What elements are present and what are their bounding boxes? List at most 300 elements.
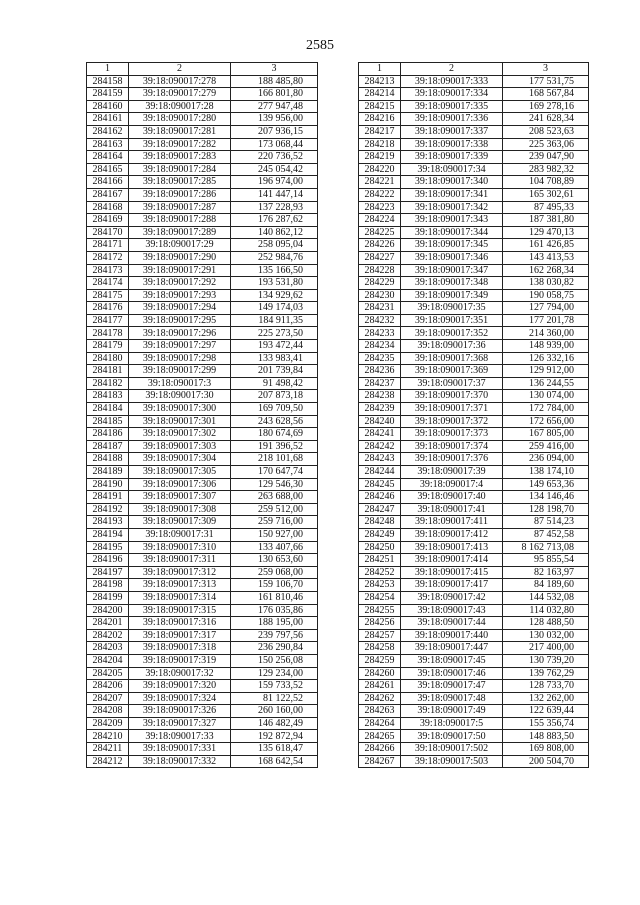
cadastral-number-cell: 39:18:090017:285 bbox=[129, 176, 231, 189]
value-cell: 236 094,00 bbox=[503, 453, 589, 466]
cadastral-number-cell: 39:18:090017:43 bbox=[401, 604, 503, 617]
header-col-2: 2 bbox=[129, 63, 231, 76]
row-number-cell: 284255 bbox=[359, 604, 401, 617]
value-cell: 243 628,56 bbox=[231, 415, 318, 428]
row-number-cell: 284264 bbox=[359, 717, 401, 730]
value-cell: 258 095,04 bbox=[231, 239, 318, 252]
cadastral-number-cell: 39:18:090017:319 bbox=[129, 654, 231, 667]
table-row bbox=[87, 554, 318, 567]
value-cell: 166 801,80 bbox=[231, 88, 318, 101]
table-row bbox=[87, 415, 318, 428]
row-number-cell: 284213 bbox=[359, 75, 401, 88]
cadastral-number-cell: 39:18:090017:337 bbox=[401, 125, 503, 138]
table-row bbox=[359, 629, 589, 642]
cadastral-number-cell: 39:18:090017:295 bbox=[129, 314, 231, 327]
row-number-cell: 284249 bbox=[359, 528, 401, 541]
table-row bbox=[359, 717, 589, 730]
value-cell: 218 101,68 bbox=[231, 453, 318, 466]
row-number-cell: 284230 bbox=[359, 289, 401, 302]
row-number-cell: 284248 bbox=[359, 516, 401, 529]
cadastral-number-cell: 39:18:090017:370 bbox=[401, 390, 503, 403]
value-cell: 146 482,49 bbox=[231, 717, 318, 730]
value-cell: 180 674,69 bbox=[231, 428, 318, 441]
value-cell: 173 068,44 bbox=[231, 138, 318, 151]
row-number-cell: 284229 bbox=[359, 277, 401, 290]
cadastral-number-cell: 39:18:090017:278 bbox=[129, 75, 231, 88]
cadastral-number-cell: 39:18:090017:413 bbox=[401, 541, 503, 554]
table-row bbox=[359, 188, 589, 201]
row-number-cell: 284228 bbox=[359, 264, 401, 277]
row-number-cell: 284163 bbox=[87, 138, 129, 151]
value-cell: 167 805,00 bbox=[503, 428, 589, 441]
value-cell: 128 733,70 bbox=[503, 680, 589, 693]
cadastral-number-cell: 39:18:090017:374 bbox=[401, 440, 503, 453]
row-number-cell: 284178 bbox=[87, 327, 129, 340]
row-number-cell: 284166 bbox=[87, 176, 129, 189]
table-row bbox=[87, 654, 318, 667]
value-cell: 87 514,23 bbox=[503, 516, 589, 529]
cadastral-number-cell: 39:18:090017:332 bbox=[129, 755, 231, 768]
value-cell: 84 189,60 bbox=[503, 579, 589, 592]
header-row bbox=[87, 63, 318, 76]
value-cell: 114 032,80 bbox=[503, 604, 589, 617]
value-cell: 190 058,75 bbox=[503, 289, 589, 302]
row-number-cell: 284246 bbox=[359, 491, 401, 504]
row-number-cell: 284189 bbox=[87, 466, 129, 479]
cadastral-number-cell: 39:18:090017:45 bbox=[401, 654, 503, 667]
row-number-cell: 284206 bbox=[87, 680, 129, 693]
cadastral-number-cell: 39:18:090017:47 bbox=[401, 680, 503, 693]
table-row bbox=[359, 226, 589, 239]
cadastral-number-cell: 39:18:090017:351 bbox=[401, 314, 503, 327]
cadastral-number-cell: 39:18:090017:368 bbox=[401, 352, 503, 365]
table-row bbox=[359, 365, 589, 378]
table-row bbox=[87, 251, 318, 264]
cadastral-number-cell: 39:18:090017:417 bbox=[401, 579, 503, 592]
value-cell: 81 122,52 bbox=[231, 692, 318, 705]
row-number-cell: 284241 bbox=[359, 428, 401, 441]
header-col-1: 1 bbox=[359, 63, 401, 76]
cadastral-number-cell: 39:18:090017:343 bbox=[401, 214, 503, 227]
row-number-cell: 284184 bbox=[87, 403, 129, 416]
row-number-cell: 284194 bbox=[87, 528, 129, 541]
row-number-cell: 284253 bbox=[359, 579, 401, 592]
table-row bbox=[87, 566, 318, 579]
value-cell: 137 228,93 bbox=[231, 201, 318, 214]
table-row bbox=[87, 314, 318, 327]
table-row bbox=[87, 466, 318, 479]
row-number-cell: 284197 bbox=[87, 566, 129, 579]
table-row bbox=[87, 541, 318, 554]
row-number-cell: 284262 bbox=[359, 692, 401, 705]
table-row bbox=[87, 629, 318, 642]
value-cell: 159 106,70 bbox=[231, 579, 318, 592]
value-cell: 170 647,74 bbox=[231, 466, 318, 479]
row-number-cell: 284227 bbox=[359, 251, 401, 264]
value-cell: 225 273,50 bbox=[231, 327, 318, 340]
value-cell: 200 504,70 bbox=[503, 755, 589, 768]
row-number-cell: 284265 bbox=[359, 730, 401, 743]
value-cell: 104 708,89 bbox=[503, 176, 589, 189]
table-row bbox=[87, 226, 318, 239]
cadastral-number-cell: 39:18:090017:300 bbox=[129, 403, 231, 416]
row-number-cell: 284191 bbox=[87, 491, 129, 504]
table-row bbox=[359, 755, 589, 768]
row-number-cell: 284222 bbox=[359, 188, 401, 201]
row-number-cell: 284252 bbox=[359, 566, 401, 579]
row-number-cell: 284225 bbox=[359, 226, 401, 239]
table-row bbox=[359, 667, 589, 680]
row-number-cell: 284165 bbox=[87, 163, 129, 176]
value-cell: 192 872,94 bbox=[231, 730, 318, 743]
table-row bbox=[359, 390, 589, 403]
cadastral-number-cell: 39:18:090017:316 bbox=[129, 617, 231, 630]
table-row bbox=[359, 516, 589, 529]
value-cell: 134 929,62 bbox=[231, 289, 318, 302]
value-cell: 139 762,29 bbox=[503, 667, 589, 680]
row-number-cell: 284223 bbox=[359, 201, 401, 214]
row-number-cell: 284196 bbox=[87, 554, 129, 567]
row-number-cell: 284220 bbox=[359, 163, 401, 176]
table-row bbox=[87, 730, 318, 743]
row-number-cell: 284233 bbox=[359, 327, 401, 340]
table-row bbox=[359, 503, 589, 516]
row-number-cell: 284224 bbox=[359, 214, 401, 227]
value-cell: 130 739,20 bbox=[503, 654, 589, 667]
row-number-cell: 284182 bbox=[87, 377, 129, 390]
table-row bbox=[359, 75, 589, 88]
row-number-cell: 284258 bbox=[359, 642, 401, 655]
row-number-cell: 284161 bbox=[87, 113, 129, 126]
cadastral-number-cell: 39:18:090017:36 bbox=[401, 340, 503, 353]
value-cell: 149 174,03 bbox=[231, 302, 318, 315]
row-number-cell: 284254 bbox=[359, 591, 401, 604]
cadastral-number-cell: 39:18:090017:34 bbox=[401, 163, 503, 176]
table-row bbox=[359, 125, 589, 138]
row-number-cell: 284195 bbox=[87, 541, 129, 554]
cadastral-number-cell: 39:18:090017:283 bbox=[129, 151, 231, 164]
value-cell: 176 035,86 bbox=[231, 604, 318, 617]
row-number-cell: 284235 bbox=[359, 352, 401, 365]
value-cell: 161 810,46 bbox=[231, 591, 318, 604]
table-row bbox=[87, 327, 318, 340]
value-cell: 176 287,62 bbox=[231, 214, 318, 227]
table-row bbox=[359, 654, 589, 667]
value-cell: 82 163,97 bbox=[503, 566, 589, 579]
value-cell: 130 032,00 bbox=[503, 629, 589, 642]
table-row bbox=[87, 239, 318, 252]
table-row bbox=[87, 289, 318, 302]
cadastral-number-cell: 39:18:090017:333 bbox=[401, 75, 503, 88]
table-row bbox=[87, 403, 318, 416]
value-cell: 136 244,55 bbox=[503, 377, 589, 390]
value-cell: 201 739,84 bbox=[231, 365, 318, 378]
cadastral-number-cell: 39:18:090017:352 bbox=[401, 327, 503, 340]
table-row bbox=[359, 591, 589, 604]
value-cell: 259 716,00 bbox=[231, 516, 318, 529]
row-number-cell: 284193 bbox=[87, 516, 129, 529]
table-row bbox=[87, 100, 318, 113]
left-table bbox=[86, 62, 318, 768]
cadastral-number-cell: 39:18:090017:279 bbox=[129, 88, 231, 101]
value-cell: 150 927,00 bbox=[231, 528, 318, 541]
value-cell: 168 642,54 bbox=[231, 755, 318, 768]
table-row bbox=[359, 491, 589, 504]
row-number-cell: 284219 bbox=[359, 151, 401, 164]
table-row bbox=[359, 314, 589, 327]
table-row bbox=[87, 705, 318, 718]
cadastral-number-cell: 39:18:090017:327 bbox=[129, 717, 231, 730]
value-cell: 132 262,00 bbox=[503, 692, 589, 705]
row-number-cell: 284185 bbox=[87, 415, 129, 428]
value-cell: 144 532,08 bbox=[503, 591, 589, 604]
row-number-cell: 284266 bbox=[359, 743, 401, 756]
row-number-cell: 284211 bbox=[87, 743, 129, 756]
value-cell: 277 947,48 bbox=[231, 100, 318, 113]
cadastral-number-cell: 39:18:090017:29 bbox=[129, 239, 231, 252]
left-table-body bbox=[87, 75, 318, 768]
cadastral-number-cell: 39:18:090017:44 bbox=[401, 617, 503, 630]
row-number-cell: 284202 bbox=[87, 629, 129, 642]
row-number-cell: 284190 bbox=[87, 478, 129, 491]
value-cell: 177 201,78 bbox=[503, 314, 589, 327]
row-number-cell: 284240 bbox=[359, 415, 401, 428]
cadastral-number-cell: 39:18:090017:46 bbox=[401, 667, 503, 680]
cadastral-number-cell: 39:18:090017:309 bbox=[129, 516, 231, 529]
value-cell: 129 470,13 bbox=[503, 226, 589, 239]
table-row bbox=[87, 528, 318, 541]
row-number-cell: 284209 bbox=[87, 717, 129, 730]
value-cell: 126 332,16 bbox=[503, 352, 589, 365]
cadastral-number-cell: 39:18:090017:331 bbox=[129, 743, 231, 756]
cadastral-number-cell: 39:18:090017:311 bbox=[129, 554, 231, 567]
table-row bbox=[359, 176, 589, 189]
value-cell: 165 302,61 bbox=[503, 188, 589, 201]
cadastral-number-cell: 39:18:090017:287 bbox=[129, 201, 231, 214]
header-row bbox=[359, 63, 589, 76]
value-cell: 162 268,34 bbox=[503, 264, 589, 277]
table-row bbox=[359, 377, 589, 390]
value-cell: 168 567,84 bbox=[503, 88, 589, 101]
value-cell: 128 198,70 bbox=[503, 503, 589, 516]
table-row bbox=[87, 352, 318, 365]
cadastral-number-cell: 39:18:090017:50 bbox=[401, 730, 503, 743]
value-cell: 177 531,75 bbox=[503, 75, 589, 88]
table-row bbox=[87, 188, 318, 201]
table-row bbox=[359, 528, 589, 541]
cadastral-number-cell: 39:18:090017:305 bbox=[129, 466, 231, 479]
value-cell: 225 363,06 bbox=[503, 138, 589, 151]
table-row bbox=[359, 302, 589, 315]
cadastral-number-cell: 39:18:090017:286 bbox=[129, 188, 231, 201]
table-row bbox=[87, 579, 318, 592]
cadastral-number-cell: 39:18:090017:369 bbox=[401, 365, 503, 378]
cadastral-number-cell: 39:18:090017:336 bbox=[401, 113, 503, 126]
row-number-cell: 284171 bbox=[87, 239, 129, 252]
header-col-3: 3 bbox=[503, 63, 589, 76]
row-number-cell: 284176 bbox=[87, 302, 129, 315]
value-cell: 91 498,42 bbox=[231, 377, 318, 390]
table-row bbox=[87, 440, 318, 453]
value-cell: 133 983,41 bbox=[231, 352, 318, 365]
row-number-cell: 284169 bbox=[87, 214, 129, 227]
value-cell: 129 546,30 bbox=[231, 478, 318, 491]
row-number-cell: 284174 bbox=[87, 277, 129, 290]
cadastral-number-cell: 39:18:090017:294 bbox=[129, 302, 231, 315]
row-number-cell: 284234 bbox=[359, 340, 401, 353]
table-row bbox=[87, 755, 318, 768]
table-row bbox=[359, 478, 589, 491]
table-row bbox=[87, 516, 318, 529]
cadastral-number-cell: 39:18:090017:296 bbox=[129, 327, 231, 340]
cadastral-number-cell: 39:18:090017:291 bbox=[129, 264, 231, 277]
table-row bbox=[359, 579, 589, 592]
row-number-cell: 284183 bbox=[87, 390, 129, 403]
cadastral-number-cell: 39:18:090017:288 bbox=[129, 214, 231, 227]
cadastral-number-cell: 39:18:090017:301 bbox=[129, 415, 231, 428]
row-number-cell: 284267 bbox=[359, 755, 401, 768]
value-cell: 148 883,50 bbox=[503, 730, 589, 743]
row-number-cell: 284204 bbox=[87, 654, 129, 667]
row-number-cell: 284210 bbox=[87, 730, 129, 743]
table-row bbox=[87, 264, 318, 277]
value-cell: 207 936,15 bbox=[231, 125, 318, 138]
table-row bbox=[359, 201, 589, 214]
row-number-cell: 284260 bbox=[359, 667, 401, 680]
value-cell: 191 396,52 bbox=[231, 440, 318, 453]
table-row bbox=[359, 100, 589, 113]
value-cell: 184 911,35 bbox=[231, 314, 318, 327]
table-row bbox=[359, 352, 589, 365]
table-row bbox=[87, 163, 318, 176]
value-cell: 129 912,00 bbox=[503, 365, 589, 378]
table-row bbox=[87, 277, 318, 290]
table-row bbox=[87, 75, 318, 88]
row-number-cell: 284238 bbox=[359, 390, 401, 403]
row-number-cell: 284221 bbox=[359, 176, 401, 189]
table-row bbox=[87, 717, 318, 730]
value-cell: 259 416,00 bbox=[503, 440, 589, 453]
cadastral-number-cell: 39:18:090017:346 bbox=[401, 251, 503, 264]
table-row bbox=[359, 541, 589, 554]
cadastral-number-cell: 39:18:090017:373 bbox=[401, 428, 503, 441]
row-number-cell: 284175 bbox=[87, 289, 129, 302]
cadastral-number-cell: 39:18:090017:41 bbox=[401, 503, 503, 516]
row-number-cell: 284212 bbox=[87, 755, 129, 768]
cadastral-number-cell: 39:18:090017:338 bbox=[401, 138, 503, 151]
header-col-3: 3 bbox=[231, 63, 318, 76]
value-cell: 169 709,50 bbox=[231, 403, 318, 416]
cadastral-number-cell: 39:18:090017:284 bbox=[129, 163, 231, 176]
cadastral-number-cell: 39:18:090017:293 bbox=[129, 289, 231, 302]
row-number-cell: 284236 bbox=[359, 365, 401, 378]
table-row bbox=[359, 642, 589, 655]
cadastral-number-cell: 39:18:090017:289 bbox=[129, 226, 231, 239]
table-row bbox=[359, 680, 589, 693]
cadastral-number-cell: 39:18:090017:42 bbox=[401, 591, 503, 604]
table-row bbox=[87, 692, 318, 705]
cadastral-number-cell: 39:18:090017:306 bbox=[129, 478, 231, 491]
cadastral-number-cell: 39:18:090017:37 bbox=[401, 377, 503, 390]
row-number-cell: 284188 bbox=[87, 453, 129, 466]
value-cell: 245 054,42 bbox=[231, 163, 318, 176]
value-cell: 129 234,00 bbox=[231, 667, 318, 680]
table-row bbox=[87, 377, 318, 390]
row-number-cell: 284200 bbox=[87, 604, 129, 617]
table-row bbox=[359, 277, 589, 290]
right-table bbox=[358, 62, 589, 768]
value-cell: 135 166,50 bbox=[231, 264, 318, 277]
cadastral-number-cell: 39:18:090017:334 bbox=[401, 88, 503, 101]
cadastral-number-cell: 39:18:090017:40 bbox=[401, 491, 503, 504]
value-cell: 239 047,90 bbox=[503, 151, 589, 164]
value-cell: 134 146,46 bbox=[503, 491, 589, 504]
table-row bbox=[359, 151, 589, 164]
value-cell: 149 653,36 bbox=[503, 478, 589, 491]
value-cell: 172 656,00 bbox=[503, 415, 589, 428]
value-cell: 143 413,53 bbox=[503, 251, 589, 264]
row-number-cell: 284187 bbox=[87, 440, 129, 453]
value-cell: 259 512,00 bbox=[231, 503, 318, 516]
row-number-cell: 284237 bbox=[359, 377, 401, 390]
cadastral-number-cell: 39:18:090017:502 bbox=[401, 743, 503, 756]
cadastral-number-cell: 39:18:090017:440 bbox=[401, 629, 503, 642]
value-cell: 139 956,00 bbox=[231, 113, 318, 126]
value-cell: 169 278,16 bbox=[503, 100, 589, 113]
cadastral-number-cell: 39:18:090017:298 bbox=[129, 352, 231, 365]
value-cell: 87 495,33 bbox=[503, 201, 589, 214]
row-number-cell: 284261 bbox=[359, 680, 401, 693]
row-number-cell: 284207 bbox=[87, 692, 129, 705]
table-row bbox=[359, 403, 589, 416]
cadastral-number-cell: 39:18:090017:415 bbox=[401, 566, 503, 579]
cadastral-number-cell: 39:18:090017:314 bbox=[129, 591, 231, 604]
table-row bbox=[359, 453, 589, 466]
row-number-cell: 284217 bbox=[359, 125, 401, 138]
table-row bbox=[87, 390, 318, 403]
value-cell: 128 488,50 bbox=[503, 617, 589, 630]
row-number-cell: 284208 bbox=[87, 705, 129, 718]
cadastral-number-cell: 39:18:090017:326 bbox=[129, 705, 231, 718]
row-number-cell: 284215 bbox=[359, 100, 401, 113]
row-number-cell: 284158 bbox=[87, 75, 129, 88]
cadastral-number-cell: 39:18:090017:3 bbox=[129, 377, 231, 390]
table-row bbox=[359, 327, 589, 340]
row-number-cell: 284159 bbox=[87, 88, 129, 101]
table-row bbox=[359, 239, 589, 252]
table-row bbox=[87, 642, 318, 655]
value-cell: 140 862,12 bbox=[231, 226, 318, 239]
cadastral-number-cell: 39:18:090017:297 bbox=[129, 340, 231, 353]
row-number-cell: 284192 bbox=[87, 503, 129, 516]
value-cell: 130 653,60 bbox=[231, 554, 318, 567]
row-number-cell: 284186 bbox=[87, 428, 129, 441]
value-cell: 188 195,00 bbox=[231, 617, 318, 630]
table-row bbox=[359, 705, 589, 718]
table-row bbox=[87, 151, 318, 164]
cadastral-number-cell: 39:18:090017:304 bbox=[129, 453, 231, 466]
value-cell: 193 472,44 bbox=[231, 340, 318, 353]
table-row bbox=[87, 667, 318, 680]
row-number-cell: 284242 bbox=[359, 440, 401, 453]
cadastral-number-cell: 39:18:090017:345 bbox=[401, 239, 503, 252]
value-cell: 207 873,18 bbox=[231, 390, 318, 403]
table-row bbox=[87, 125, 318, 138]
value-cell: 135 618,47 bbox=[231, 743, 318, 756]
cadastral-number-cell: 39:18:090017:340 bbox=[401, 176, 503, 189]
cadastral-number-cell: 39:18:090017:292 bbox=[129, 277, 231, 290]
table-row bbox=[87, 617, 318, 630]
